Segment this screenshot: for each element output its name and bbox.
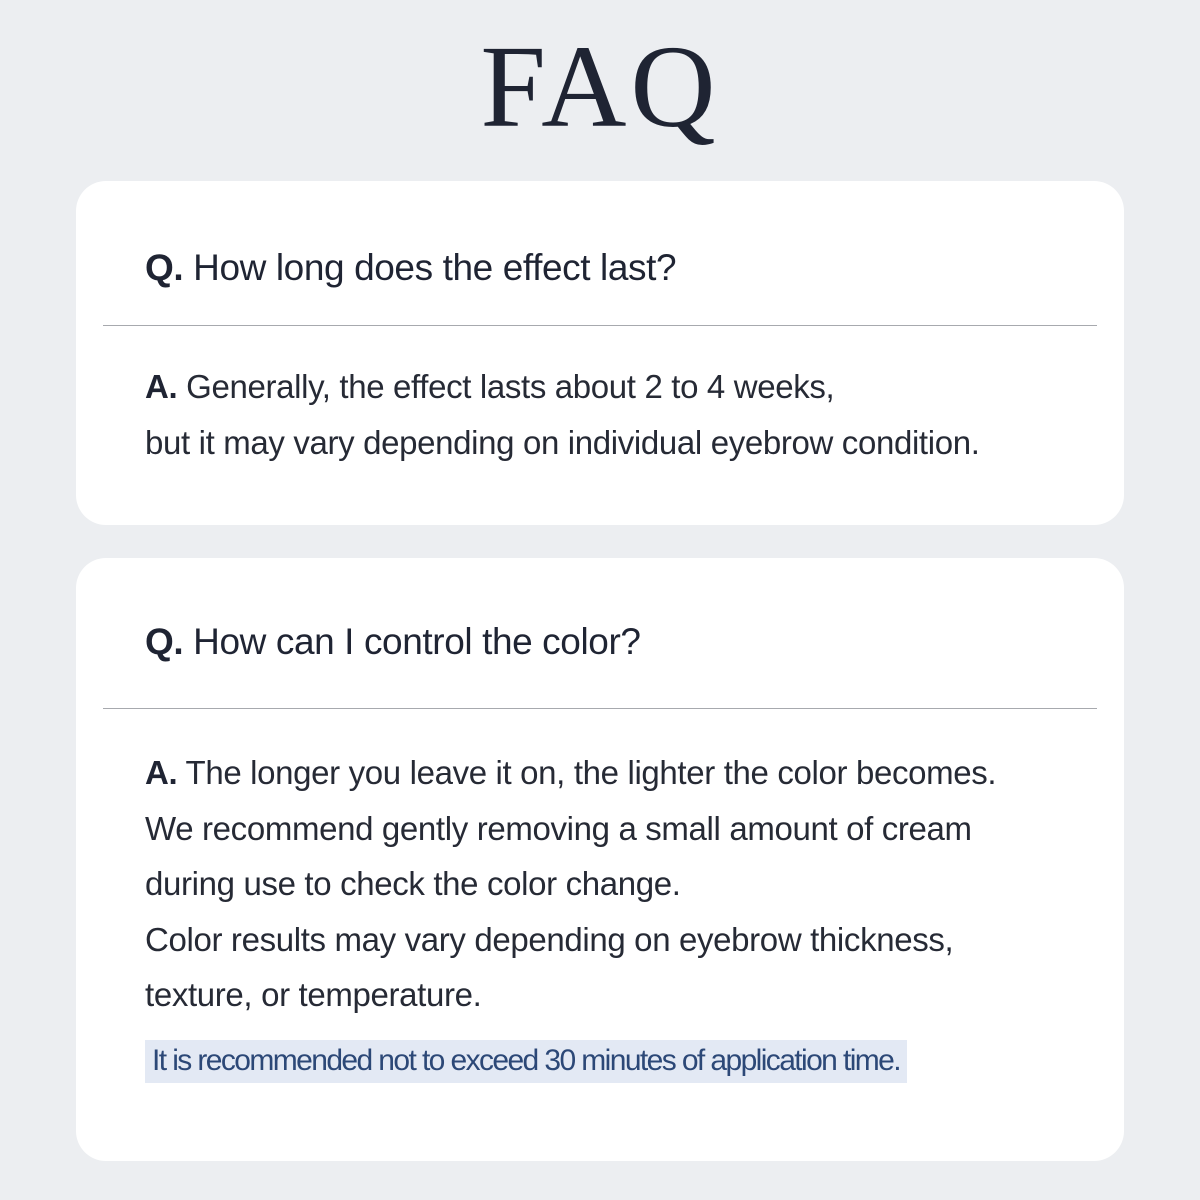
question-prefix: Q. <box>145 247 184 288</box>
answer-prefix: A. <box>145 368 178 405</box>
answer-line <box>145 745 996 801</box>
divider <box>103 325 1097 326</box>
faq-card-duration <box>76 181 1124 525</box>
question-text: How long does the effect last? <box>183 247 677 288</box>
answer-line: texture, or temperature. <box>145 976 482 1013</box>
question-prefix: Q. <box>145 621 184 662</box>
page-title: FAQ <box>480 21 720 152</box>
faq-question <box>145 621 641 663</box>
faq-answer <box>145 359 980 470</box>
faq-answer <box>145 745 996 1023</box>
highlighted-note: It is recommended not to exceed 30 minutes of application time. <box>145 1040 907 1083</box>
answer-text: The longer you leave it on, the lighter the color becomes. <box>177 754 997 791</box>
question-text: How can I control the color? <box>183 621 641 662</box>
faq-question <box>145 247 676 289</box>
faq-card-color <box>76 558 1124 1161</box>
answer-prefix: A. <box>145 754 178 791</box>
answer-text: Generally, the effect lasts about 2 to 4 weeks, <box>177 368 835 405</box>
answer-line: Color results may vary depending on eyebrow thickness, <box>145 920 954 958</box>
answer-line <box>145 359 980 415</box>
answer-line: but it may vary depending on individual eyebrow condition. <box>145 423 980 461</box>
divider <box>103 708 1097 709</box>
answer-line: during use to check the color change. <box>145 865 681 902</box>
answer-line: We recommend gently removing a small amount of cream <box>145 809 972 847</box>
